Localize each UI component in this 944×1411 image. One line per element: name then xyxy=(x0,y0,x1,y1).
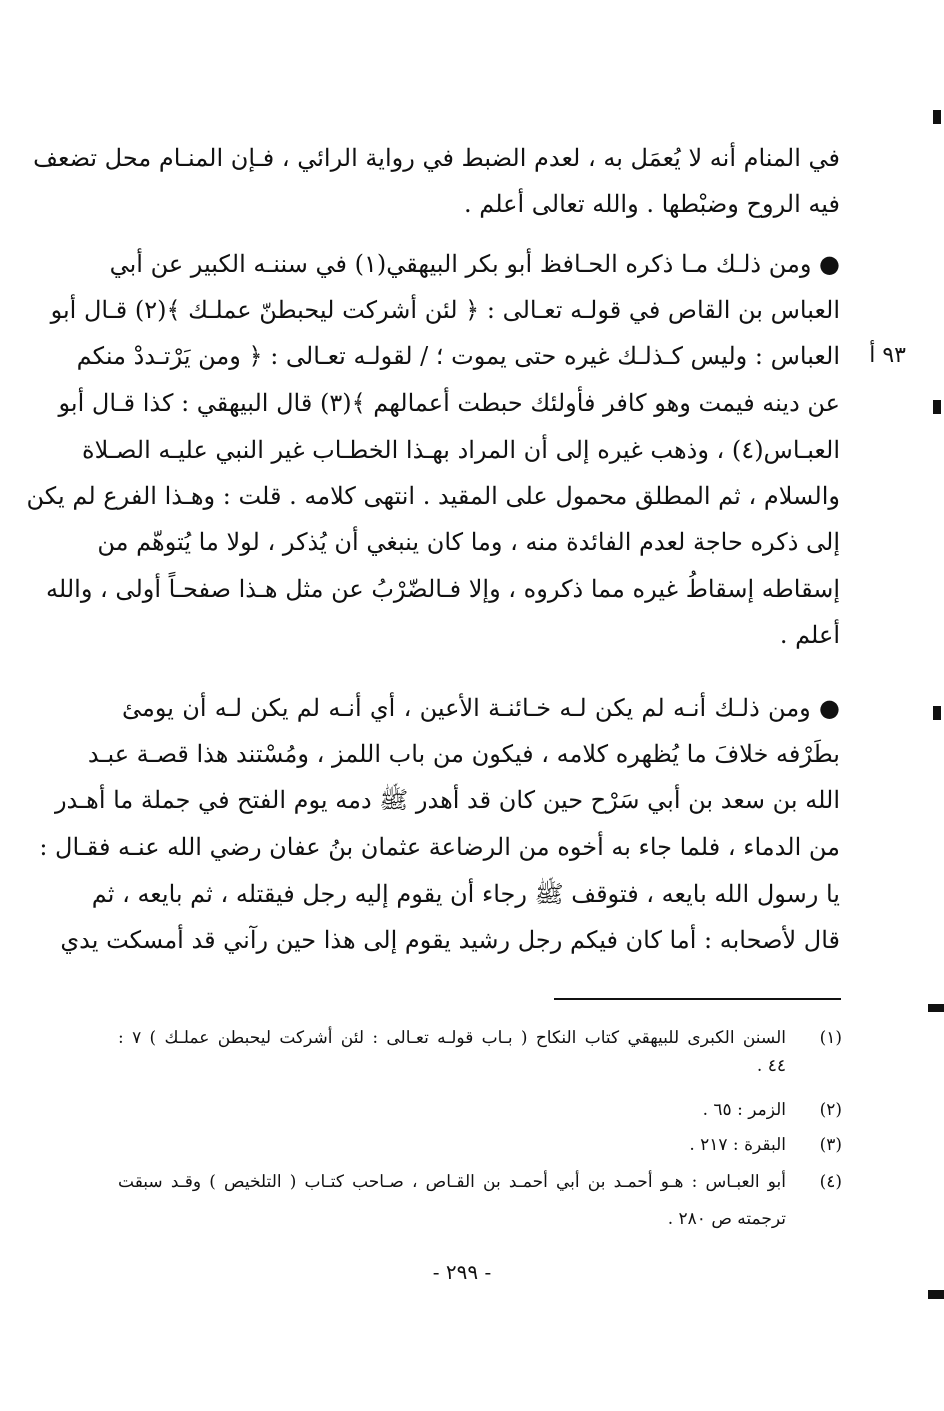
body-line: أعلم . xyxy=(779,621,840,649)
body-line: في المنام أنه لا يُعمَل به ، لعدم الضبط في رواية الرائي ، فـإن المنـام محل تضعف xyxy=(33,144,840,172)
footnote-number: (٤) xyxy=(819,1172,842,1192)
body-line: ● ومن ذلـك أنـه لم يكن لـه خـائنـة الأعين ، أي أنـه لم يكن لـه أن يومئ xyxy=(122,694,840,722)
body-line: يا رسول الله بايعه ، فتوقف ﷺ رجاء أن يقوم إليه رجل فيقتله ، ثم بايعه ، ثم xyxy=(91,880,840,908)
footnote-line: ٤٤ . xyxy=(756,1056,786,1076)
body-line: العباس بن القاص في قولـه تعـالى : ﴿ لئن أشركت ليحبطنّ عملـك ﴾(٢) قـال أبو xyxy=(50,296,840,324)
margin-folio-note: ٩٣ أ xyxy=(869,343,906,368)
footnote-number: (١) xyxy=(819,1028,842,1048)
body-line: ● ومن ذلـك مـا ذكره الحـافظ أبو بكر البيهقي(١) في سننـه الكبير عن أبي xyxy=(109,250,840,278)
body-line: قال لأصحابه : أما كان فيكم رجل رشيد يقوم إلى هذا حين رآني قد أمسكت يدي xyxy=(60,926,840,954)
footnote-number: (٣) xyxy=(819,1135,842,1155)
body-line: من الدماء ، فلما جاء به أخوه من الرضاعة عثمان بنُ عفان رضي الله عنـه فقـال : xyxy=(39,833,840,861)
footnote-separator xyxy=(554,998,841,1000)
body-line: العباس : وليس كـذلـك غيره حتى يموت ؛ / لقولـه تعـالى : ﴿ ومن يَرْتـددْ منكم xyxy=(76,342,840,370)
body-line: العبـاس(٤) ، وذهب غيره إلى أن المراد بهـذا الخطـاب غير النبي عليـه الصـلاة xyxy=(82,436,840,464)
body-line: إسقاطه إسقاطُ غيره مما ذكروه ، وإلا فـالضّرْبُ عن مثل هـذا صفحـاً أولى ، والله xyxy=(46,575,840,603)
body-line: عن دينه فيمت وهو كافر فأولئك حبطت أعمالهم ﴾(٣) قال البيهقي : كذا قـال أبو xyxy=(58,389,840,417)
footnote-line: البقرة : ٢١٧ . xyxy=(689,1135,786,1155)
footnote-line: السنن الكبرى للبيهقي كتاب النكاح ( بـاب قولـه تعـالى : لئن أشركت ليحبطن عملـك ) ٧ : xyxy=(118,1028,787,1048)
body-line: فيه الروح وضبْطها . والله تعالى أعلم . xyxy=(464,190,840,218)
scan-edge-mark xyxy=(933,110,941,124)
footnote-line: ترجمته ص ٢٨٠ . xyxy=(667,1209,786,1229)
footnote-line: أبو العبـاس : هـو أحمـد بن أبي أحمـد بن القـاص ، صـاحب كتـاب ( التلخيص ) وقـد سبقت xyxy=(118,1172,786,1192)
scan-edge-mark xyxy=(933,400,941,414)
body-line: الله بن سعد بن أبي سَرْح حين كان قد أهدر ﷺ دمه يوم الفتح في جملة ما أهـدر xyxy=(54,786,840,814)
body-line: إلى ذكره حاجة لعدم الفائدة منه ، وما كان ينبغي أن يُذكر ، لولا ما يُتوهّم من xyxy=(97,528,840,556)
scan-edge-mark xyxy=(933,706,941,720)
scan-edge-mark xyxy=(928,1290,944,1299)
footnote-line: الزمر : ٦٥ . xyxy=(702,1100,786,1120)
body-line: والسلام ، ثم المطلق محمول على المقيد . انتهى كلامه . قلت : وهـذا الفرع لم يكن xyxy=(26,482,840,510)
body-line: بطَرْفه خلافَ ما يُظهره كلامه ، فيكون من باب اللمز ، ومُسْتند هذا قصـة عبـد xyxy=(87,740,840,768)
scan-edge-mark xyxy=(928,1004,944,1012)
page-number: - ٢٩٩ - xyxy=(432,1260,492,1284)
footnote-number: (٢) xyxy=(819,1100,842,1120)
